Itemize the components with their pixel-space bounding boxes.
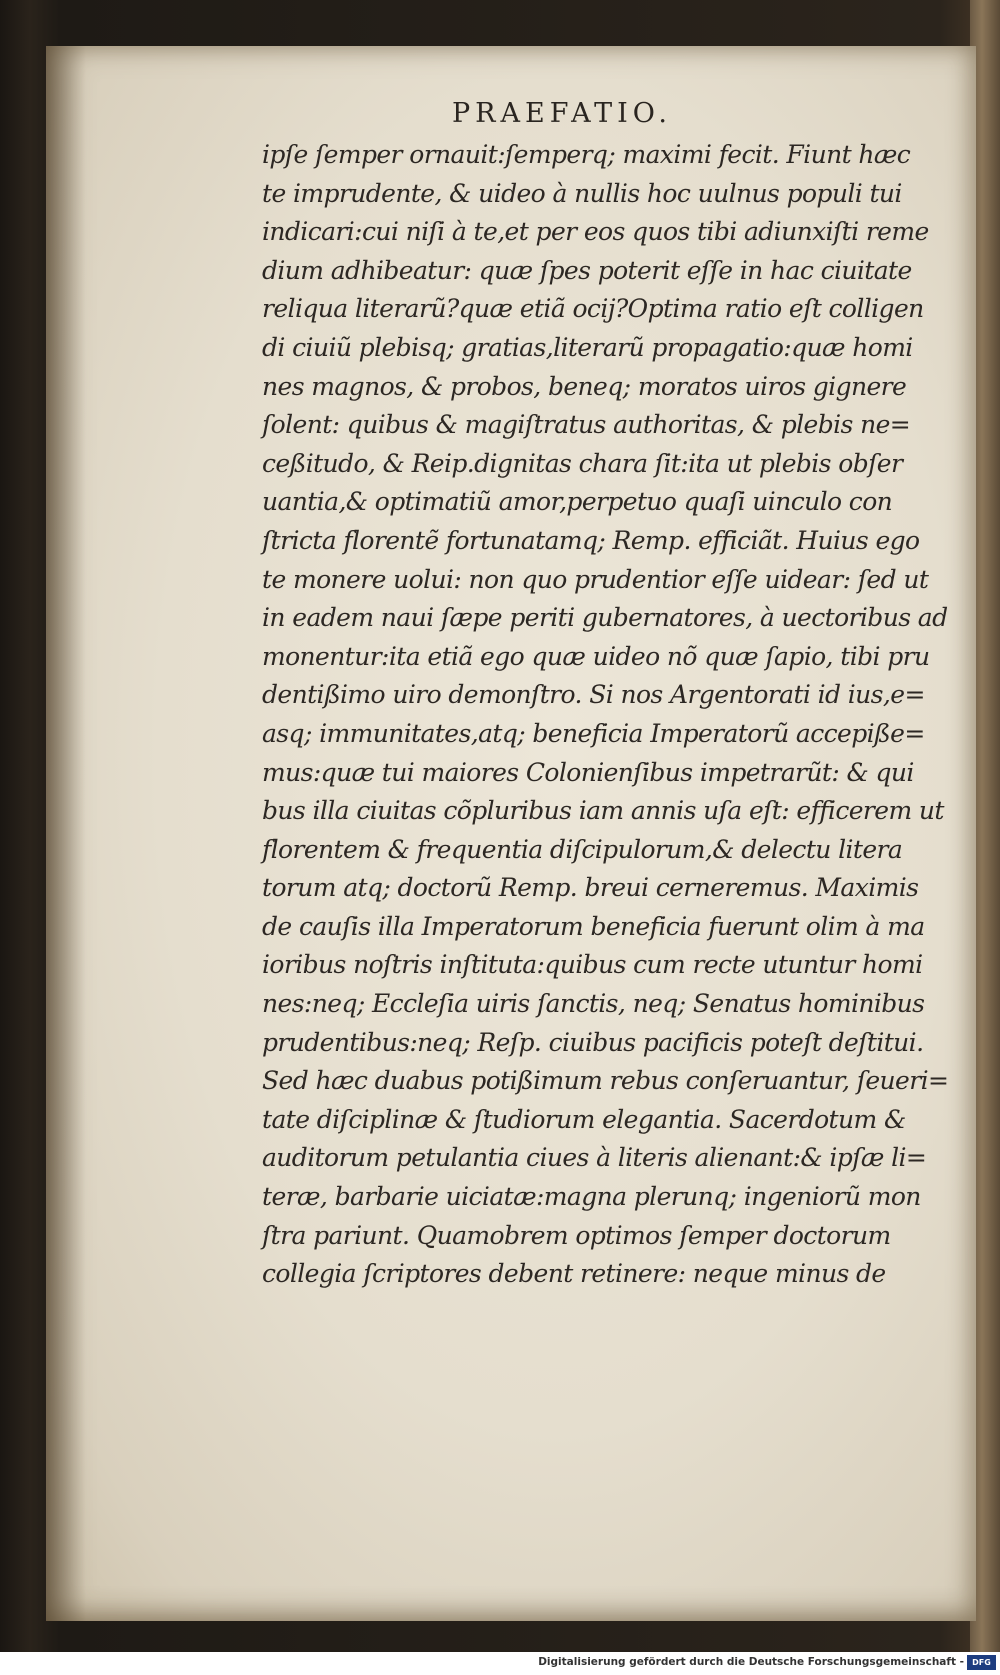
- text-line: ipſe ſemper ornauit:ſemperq; maximi fecit. Fiunt hæc: [262, 140, 911, 169]
- text-line: de cauſis illa Imperatorum beneficia fuerunt olim à ma: [262, 911, 925, 941]
- dfg-logo: DFG: [967, 1655, 996, 1670]
- text-line: florentem & frequentia diſcipulorum,& delectu litera: [262, 834, 903, 864]
- text-line: teræ, barbarie uiciatæ:magna plerunq; ingeniorũ mon: [262, 1182, 921, 1212]
- text-line: bus illa ciuitas cõpluribus iam annis uſa eſt: efficerem ut: [262, 796, 944, 826]
- text-block: [262, 136, 949, 1294]
- text-line: auditorum petulantia ciues à literis alienant:& ipſæ li=: [262, 1143, 927, 1173]
- text-line: nes:neq; Eccleſia uiris ſanctis, neq; Senatus hominibus: [262, 989, 925, 1019]
- page-gutter-shadow: [46, 46, 86, 1621]
- footer-credit: Digitalisierung gefördert durch die Deutsche Forschungsgemeinschaft -: [538, 1656, 964, 1668]
- text-line: te monere uolui: non quo prudentior eſſe uidear: ſed ut: [262, 564, 929, 594]
- text-line: ſolent: quibus & magiſtratus authoritas, & plebis ne=: [262, 410, 911, 440]
- text-line: nes magnos, & probos, beneq; moratos uiros gignere: [262, 371, 907, 401]
- text-line: di ciuiũ plebisq; gratias,literarũ propagatio:quæ homi: [262, 332, 913, 362]
- text-line: asq; immunitates,atq; beneficia Imperatorũ accepiße=: [262, 718, 925, 748]
- text-line: monentur:ita etiã ego quæ uideo nõ quæ ſapio, tibi pru: [262, 641, 930, 671]
- text-line: ſtra pariunt. Quamobrem optimos ſemper doctorum: [262, 1220, 891, 1250]
- text-line: dentißimo uiro demonſtro. Si nos Argentorati id ius,e=: [262, 680, 925, 710]
- text-line: uantia,& optimatiũ amor,perpetuo quaſi uinculo con: [262, 487, 893, 517]
- text-line: te imprudente, & uideo à nullis hoc uulnus populi tui: [262, 178, 902, 208]
- text-line: collegia ſcriptores debent retinere: neque minus de: [262, 1259, 886, 1289]
- text-line: reliqua literarũ?quæ etiã ocij?Optima ratio eſt colligen: [262, 294, 924, 324]
- text-line: tate diſciplinæ & ſtudiorum elegantia. Sacerdotum &: [262, 1104, 906, 1134]
- text-line: prudentibus:neq; Reſp. ciuibus pacificis poteſt deſtitui.: [262, 1027, 924, 1057]
- running-head: PRAEFATIO.: [452, 98, 672, 129]
- text-line: mus:quæ tui maiores Colonienſibus impetrarũt: & qui: [262, 757, 914, 787]
- text-line: ſtricta florentẽ fortunatamq; Remp. efficiãt. Huius ego: [262, 525, 920, 555]
- text-line: Sed hæc duabus potißimum rebus conſeruantur, ſeueri=: [262, 1066, 949, 1096]
- text-line: torum atq; doctorũ Remp. breui cerneremus. Maximis: [262, 873, 919, 903]
- footer-bar: [0, 1652, 1000, 1675]
- text-line: ceßitudo, & Reip.dignitas chara ſit:ita ut plebis obſer: [262, 448, 903, 478]
- text-line: indicari:cui niſi à te,et per eos quos tibi adiunxiſti reme: [262, 217, 929, 247]
- text-line: ioribus noſtris inſtituta:quibus cum recte utuntur homi: [262, 950, 923, 980]
- text-line: dium adhibeatur: quæ ſpes poterit eſſe in hac ciuitate: [262, 255, 912, 285]
- text-line: in eadem naui ſæpe periti gubernatores, à uectoribus ad: [262, 603, 948, 633]
